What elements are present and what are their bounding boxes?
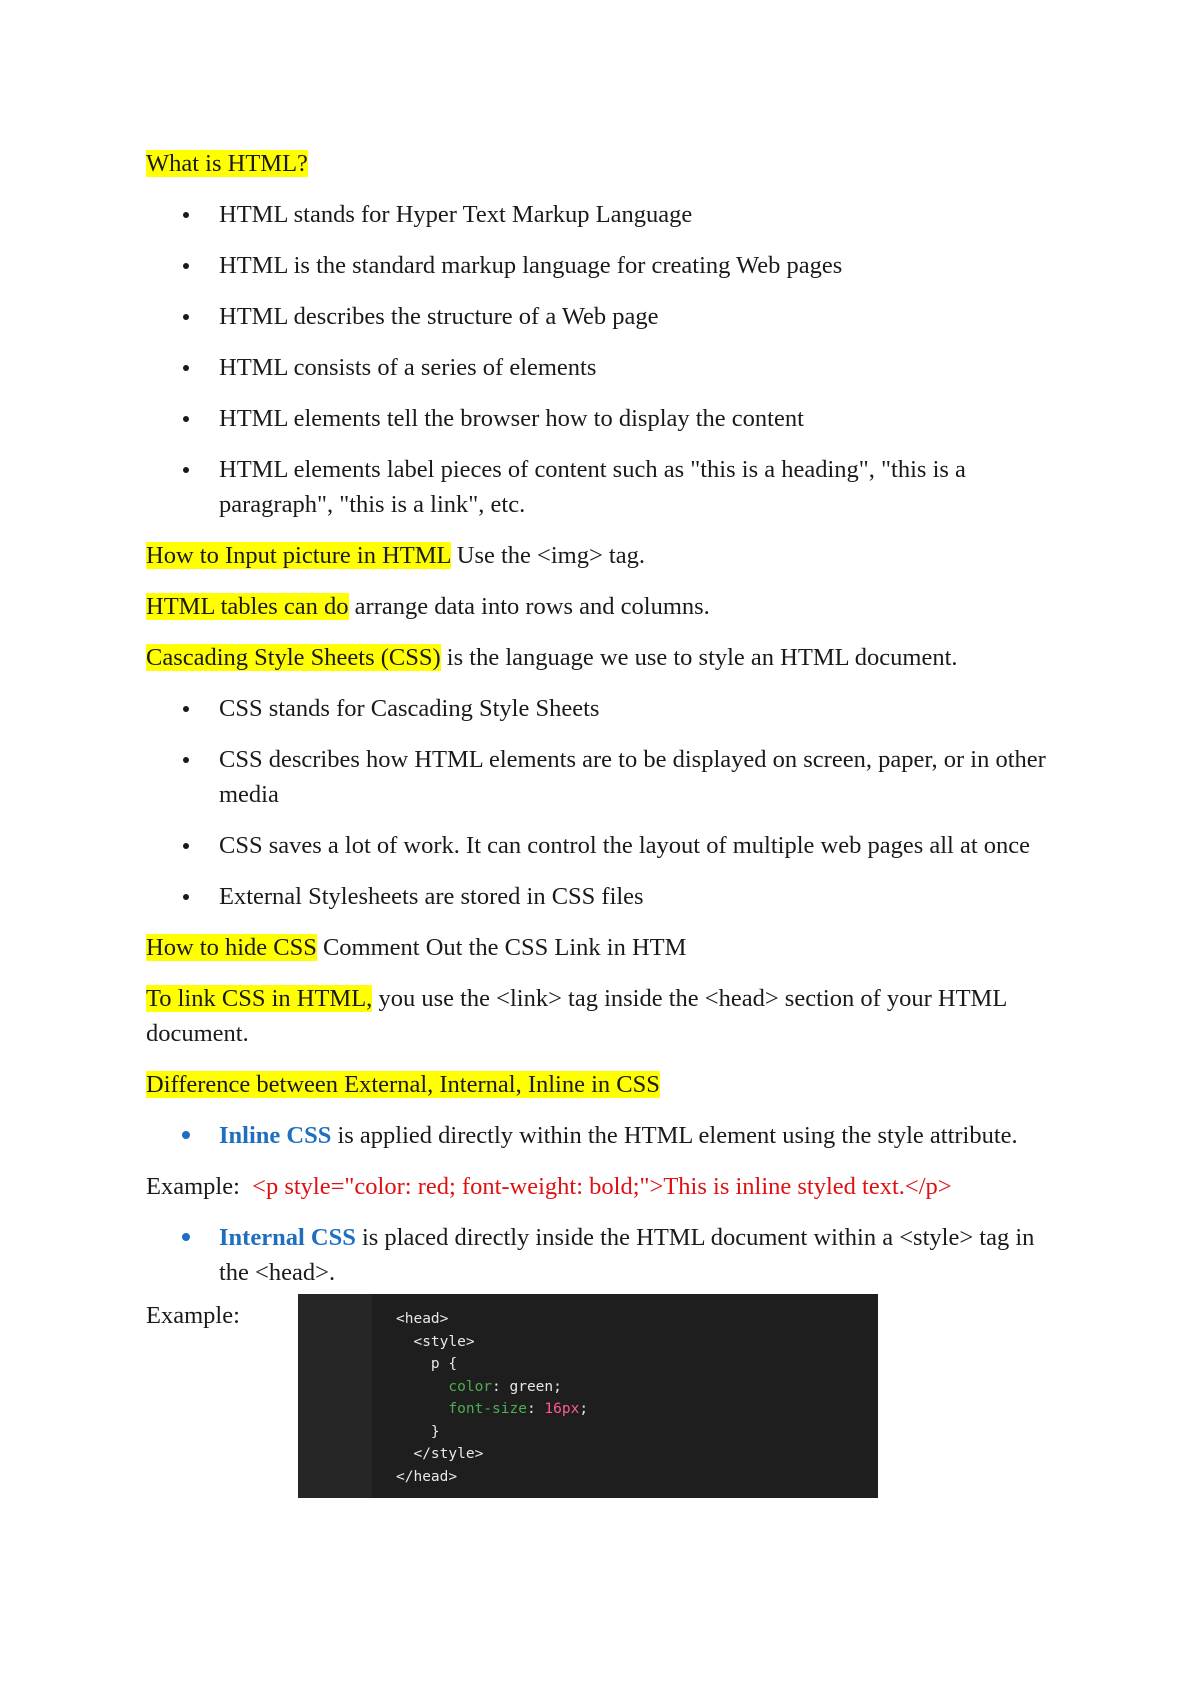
bullet-icon [183, 314, 189, 320]
inline-css-list [146, 1118, 1066, 1153]
bullet-icon [183, 212, 189, 218]
code-screenshot [298, 1294, 878, 1498]
bullet-icon [182, 1233, 190, 1241]
code-line: </head> [396, 1468, 458, 1485]
inline-css-keyword: Inline CSS [219, 1122, 332, 1149]
css-bullet-list [146, 691, 1066, 914]
code-property: color [396, 1378, 493, 1395]
example-label: Example: [146, 1302, 240, 1329]
code-line: <head> [396, 1311, 449, 1327]
highlighted-label: How to Input picture in HTML [146, 542, 451, 569]
hide-css-paragraph: How to hide CSS Comment Out the CSS Link in HTM [146, 934, 687, 961]
bullet-icon [183, 365, 189, 371]
internal-css-keyword: Internal CSS [219, 1224, 356, 1251]
code-line: </style> [396, 1446, 484, 1462]
list-item: CSS saves a lot of work. It can control the layout of multiple web pages all at once [146, 828, 1066, 863]
code-line: <style> [396, 1333, 475, 1350]
highlighted-heading: Difference between External, Internal, Inline in CSS [146, 1071, 660, 1098]
list-item: HTML elements label pieces of content such as "this is a heading", "this is a paragraph", "this is a link", etc. [146, 452, 1066, 522]
list-item: CSS describes how HTML elements are to be displayed on screen, paper, or in other media [146, 742, 1066, 812]
bullet-icon [183, 467, 189, 473]
list-item: HTML stands for Hyper Text Markup Language [146, 197, 1066, 232]
bullet-icon [183, 757, 189, 763]
list-item: HTML consists of a series of elements [146, 350, 1066, 385]
tables-paragraph: HTML tables can do arrange data into rows and columns. [146, 593, 710, 620]
list-item: Internal CSS is placed directly inside the HTML document within a <style> tag in the <head>. [146, 1220, 1066, 1290]
inline-example-code: <p style="color: red; font-weight: bold;">This is inline styled text.</p> [252, 1173, 952, 1200]
code-block: <head> <style> p { color: green; font-size: 16px; } </style> </head> [396, 1311, 589, 1485]
example-label: Example: [146, 1173, 240, 1200]
html-bullet-list [146, 197, 1066, 522]
list-item: HTML describes the structure of a Web page [146, 299, 1066, 334]
bullet-icon [182, 1131, 190, 1139]
bullet-icon [183, 706, 189, 712]
inline-example-paragraph [146, 1169, 1066, 1204]
code-gutter [298, 1294, 372, 1498]
internal-css-list [146, 1220, 1066, 1290]
list-item: Inline CSS is applied directly within the HTML element using the style attribute. [146, 1118, 1066, 1153]
code-line: p { [396, 1356, 458, 1372]
highlighted-label: Cascading Style Sheets (CSS) [146, 644, 441, 671]
highlighted-label: HTML tables can do [146, 593, 349, 620]
code-line: } [396, 1423, 440, 1440]
highlighted-heading: What is HTML? [146, 150, 308, 177]
difference-heading [146, 1067, 1066, 1102]
bullet-icon [183, 843, 189, 849]
document-page [146, 146, 1066, 1504]
highlighted-label: To link CSS in HTML, [146, 985, 373, 1012]
list-item: HTML is the standard markup language for creating Web pages [146, 248, 1066, 283]
bullet-icon [183, 263, 189, 269]
heading-what-is-html [146, 146, 1066, 181]
bullet-icon [183, 416, 189, 422]
highlighted-label: How to hide CSS [146, 934, 317, 961]
input-picture-paragraph: How to Input picture in HTML Use the <img> tag. [146, 542, 645, 569]
bullet-icon [183, 894, 189, 900]
code-value: 16px [544, 1401, 580, 1417]
list-item: CSS stands for Cascading Style Sheets [146, 691, 1066, 726]
link-css-paragraph: To link CSS in HTML, you use the <link> tag inside the <head> section of your HTML document. [146, 985, 1007, 1047]
internal-example-row [146, 1294, 1066, 1504]
code-value: : green; [492, 1378, 562, 1395]
list-item: External Stylesheets are stored in CSS files [146, 879, 1066, 914]
css-intro-paragraph: Cascading Style Sheets (CSS) is the language we use to style an HTML document. [146, 644, 958, 671]
list-item: HTML elements tell the browser how to display the content [146, 401, 1066, 436]
code-property: font-size [396, 1401, 527, 1417]
